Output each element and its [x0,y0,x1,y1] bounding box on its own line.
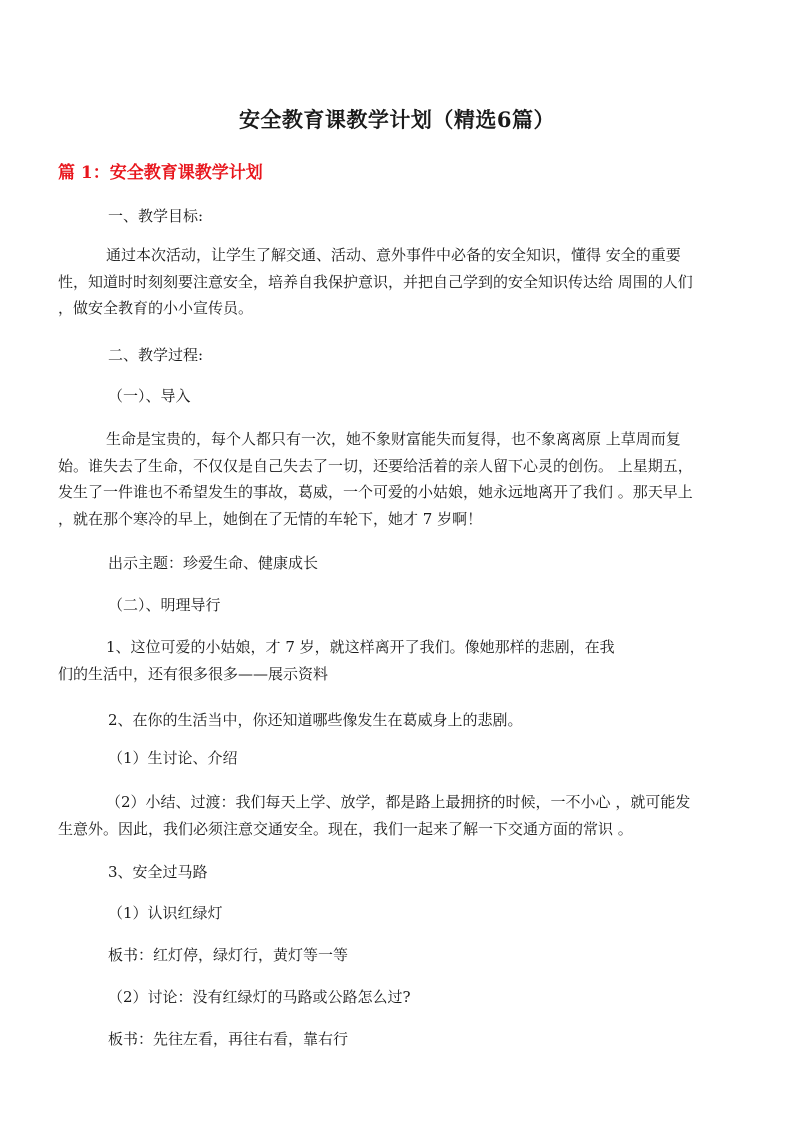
item3-1-line: （1）认识红绿灯 [108,904,223,922]
section-heading: 篇 1：安全教育课教学计划 [58,163,263,183]
goal-heading: 一、教学目标: [108,207,204,225]
theme-line: 出示主题：珍爱生命、健康成长 [108,554,319,572]
item2-2-paragraph [58,789,738,842]
process-heading: 二、教学过程: [108,346,204,364]
item1-line-2: 们的生活中，还有很多很多——展示资料 [58,664,329,683]
item2-1-line: （1）生讨论、介绍 [108,749,238,767]
item2-2-line-2: 生意外。因此，我们必须注意交通安全。现在，我们一起来了解一下交通方面的常识 。 [58,819,633,838]
intro-paragraph [58,426,738,532]
goal-line-1: 通过本次活动，让学生了解交通、活动、意外事件中必备的安全知识，懂得 安全的重要 [106,246,681,264]
item3-line: 3、安全过马路 [108,863,208,881]
goal-paragraph [58,242,738,322]
item2-2-line-1: （2）小结、过渡：我们每天上学、放学，都是路上最拥挤的时候，一不小心 ，就可能发 [106,793,691,811]
goal-line-3: ，做安全教育的小小宣传员。 [58,299,254,317]
item3-2-line: （2）讨论：没有红绿灯的马路或公路怎么过? [108,988,411,1006]
item2-line: 2、在你的生活当中，你还知道哪些像发生在葛威身上的悲剧。 [108,711,523,729]
document-title: 安全教育课教学计划（精选6篇） [238,107,556,132]
intro-line-3: 发生了一件谁也不希望发生的事故，葛威，一个可爱的小姑娘，她永远地离开了我们 。那天早上 [58,483,693,501]
guide-heading: （二）、明理导行 [108,596,221,614]
board1-line: 板书：红灯停，绿灯行，黄灯等一等 [108,946,349,964]
item1-paragraph [58,634,738,687]
item1-line-1: 1、这位可爱的小姑娘，才 7 岁，就这样离开了我们。像她那样的悲剧，在我 [106,638,615,656]
intro-line-4: ，就在那个寒冷的早上，她倒在了无情的车轮下，她才 7 岁啊！ [58,509,483,528]
intro-line-1: 生命是宝贵的，每个人都只有一次，她不象财富能失而复得，也不象离离原 上草周而复 [106,430,681,448]
intro-line-2: 始。谁失去了生命，不仅仅是自己失去了一切，还要给活着的亲人留下心灵的创伤。 上星期五， [58,456,693,475]
board2-line: 板书：先往左看，再往右看，靠右行 [108,1030,349,1048]
intro-heading: （一）、导入 [108,387,191,405]
goal-line-2: 性，知道时时刻刻要注意安全，培养自我保护意识，并把自己学到的安全知识传达给 周围的人们 [58,272,693,291]
